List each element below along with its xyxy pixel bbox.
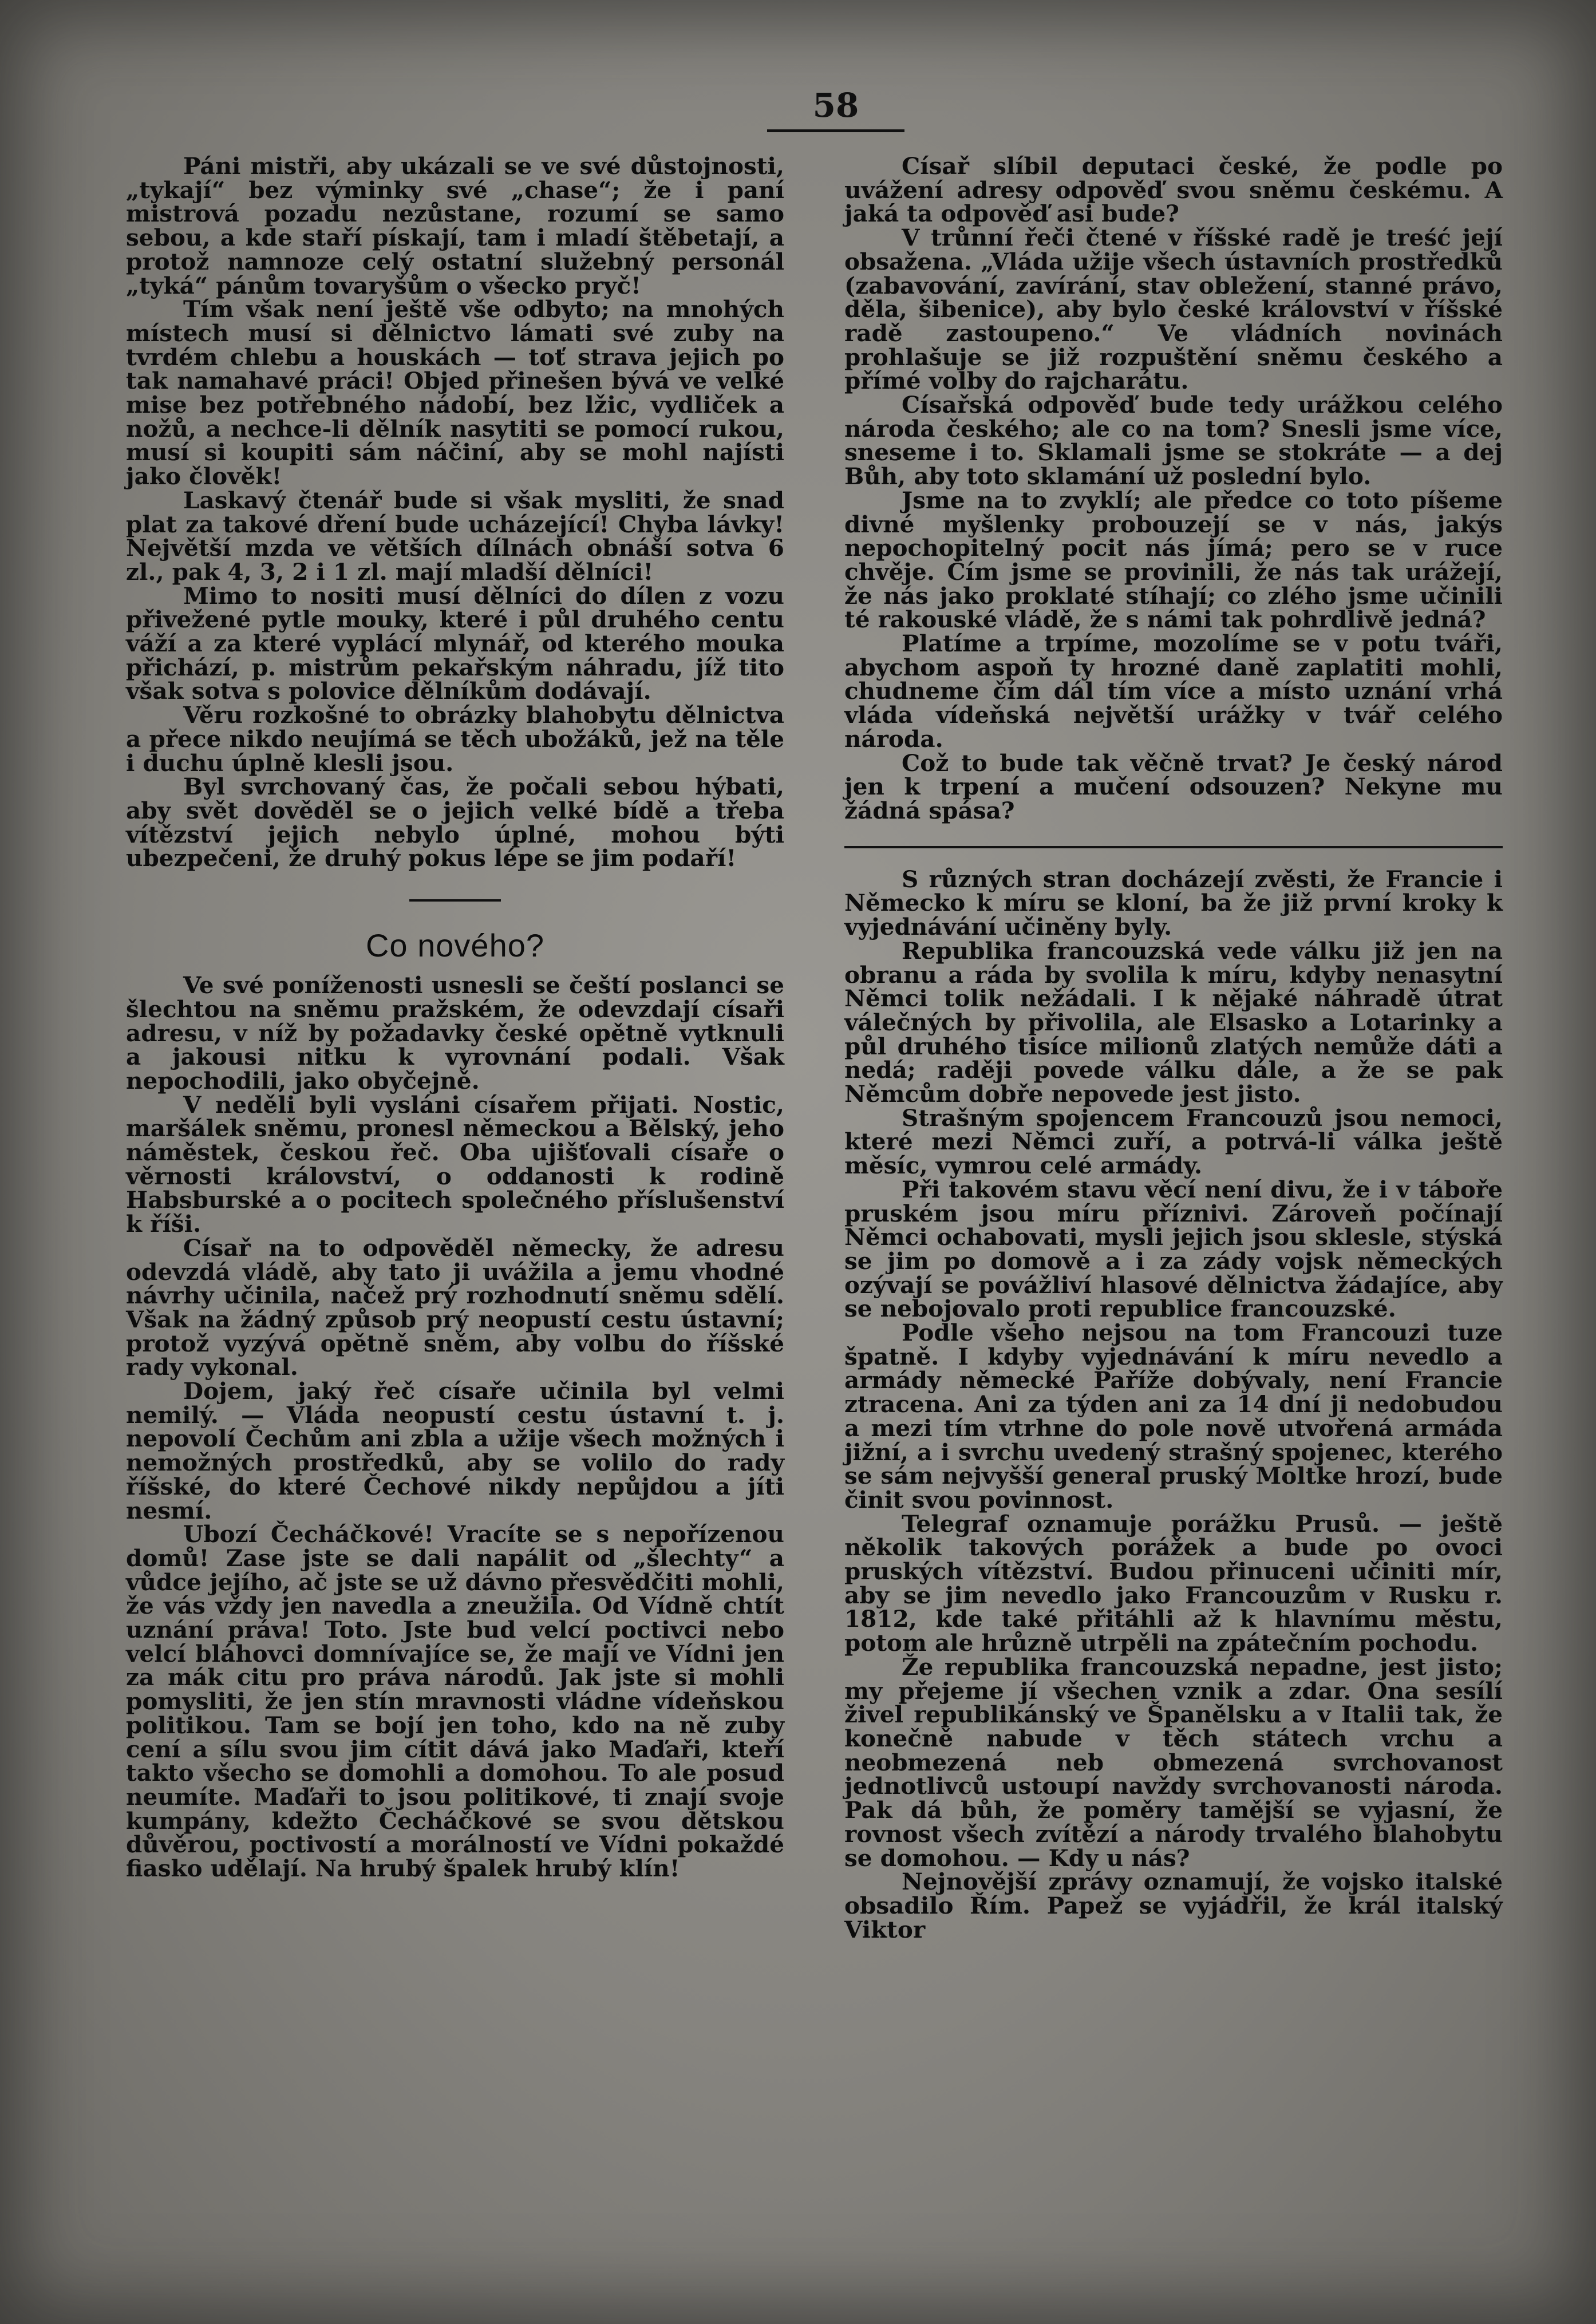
article-paragraph: Byl svrchovaný čas, že počali sebou hýbati, aby svět dověděl se o jejich velké bídě a třeba vítězství jejich nebylo úplné, mohou býti ubezpečeni, že druhý pokus lépe se jim podaří! [126,773,784,872]
right-article-adresa [844,152,1503,824]
article-paragraph: Páni mistři, aby ukázali se ve své důstojnosti, „tykají“ bez výminky své „chase“; že i paní mistrová pozadu nezůstane, rozumí se samo sebou, a kde staří pískají, tam i mladí štěbetají, a protož namnoze celý ostatní služebný personál „tyká“ pánům tovaryšům o všecko pryč! [126,152,784,299]
article-paragraph: Dojem, jaký řeč císaře učinila byl velmi nemilý. — Vláda neopustí cestu ústavní t. j. nepovolí Čechům ani zbla a užije všech možných i nemožných prostředků, aby se volilo do rady říšské, do které Čechové nikdy nepůjdou a jíti nesmí. [126,1377,784,1524]
article-paragraph: Věru rozkošné to obrázky blahobytu dělnictva a přece nikdo neujímá se těch ubožáků, jež na těle i duchu úplně klesli jsou. [126,701,784,777]
article-paragraph: Tím však není ještě vše odbyto; na mnohých místech musí si dělnictvo lámati své zuby na tvrdém chlebu a houskách — toť strava jejich po tak namahavé práci! Objed přinešen bývá ve velké mise bez potřebného nádobí, bez lžic, vydliček a nožů, a nechce-li dělník nasytiti se pomocí rukou, musí si koupiti sám náčiní, aby se mohl najísti jako člověk! [126,295,784,491]
article-paragraph: Což to bude tak věčně trvat? Je český národ jen k trpení a mučení odsouzen? Nekyne mu žádná spása? [844,749,1503,824]
article-paragraph: Platíme a trpíme, mozolíme se v potu tváři, abychom aspoň ty hrozné daně zaplatiti mohli, chudneme čím dál tím více a místo uznání vrhá vláda vídeňská největší urážky v tvář celého národa. [844,630,1503,753]
article-paragraph: Strašným spojencem Francouzů jsou nemoci, které mezi Němci zuří, a potrvá-li válka ještě měsíc, vymrou celé armády. [844,1104,1503,1180]
page-number: 58 [767,86,904,132]
section-divider [844,846,1503,848]
right-article-francie [844,865,1503,1943]
left-article-news [126,971,784,1883]
left-column [126,152,784,1883]
article-paragraph: Laskavý čtenář bude si však mysliti, že snad plat za takové dření bude ucházející! Chyba lávky! Největší mzda ve větších dílnách obnáší sotva 6 zl., pak 4, 3, 2 i 1 zl. mají mladší dělníci! [126,486,784,586]
article-paragraph: Telegraf oznamuje porážku Prusů. — ještě několik takových porážek a bude po ovoci pruských vítězství. Budou přinuceni učiniti mír, aby se jim nevedlo jako Francouzům v Rusku r. 1812, kde také přitáhli až k hlavnímu městu, potom ale hrůzně utrpěli na zpátečním pochodu. [844,1509,1503,1657]
article-paragraph: Jsme na to zvyklí; ale předce co toto píšeme divné myšlenky probouzejí se v nás, jakýs nepochopitelný pocit nás jímá; pero se v ruce chvěje. Čím jsme se provinili, že nás tak urážejí, že nás jako proklaté stíhají; co zlého jsme učinili té rakouské vládě, že s námi tak pohrdlivě jedná? [844,486,1503,634]
article-paragraph: Podle všeho nejsou na tom Francouzi tuze špatně. I kdyby vyjednávání k míru nevedlo a armády německé Paříže dobývaly, není Francie ztracena. Ani za týden ani za 14 dní ji nedobudou a mezi tím vtrhne do pole nově utvořená armáda jižní, a i svrchu uvedený strašný spojenec, kterého se sám nejvyšší general pruský Moltke hrozí, bude činit svou povinnost. [844,1319,1503,1513]
article-paragraph: Při takovém stavu věcí není divu, že i v táboře pruském jsou míru příznivi. Zároveň počínají Němci ochabovati, mysli jejich jsou sklesle, stýská se jim po domově a i za zády vojsk německých ozývají se povážliví hlasové dělnictva žádajíce, aby se nebojovalo proti republice francouzské. [844,1175,1503,1323]
article-paragraph: Císařská odpověď bude tedy urážkou celého národa českého; ale co na tom? Snesli jsme více, sneseme i to. Sklamali jsme se stokráte — a dej Bůh, aby toto sklamání už poslední bylo. [844,391,1503,491]
left-article-pekari [126,152,784,872]
right-column [844,152,1503,1943]
section-divider [409,899,501,902]
article-paragraph: Republika francouzská vede válku již jen na obranu a ráda by svolila k míru, kdyby nenasytní Němci tolik nežádali. I k nějaké náhradě útrat válečných by přivolila, ale Elsasko a Lotarinky a půl druhého tisíce milionů zlatých nemůže dáti a nedá; raději povede válku dále, a že se pak Němcům dobře nepovede jest jisto. [844,936,1503,1108]
article-paragraph: Nejnovější zprávy oznamují, že vojsko italské obsadilo Řím. Papež se vyjádřil, že král italský Viktor [844,1868,1503,1943]
article-paragraph: Mimo to nositi musí dělníci do dílen z vozu přivežené pytle mouky, které i půl druhého centu váží a za které vyplácí mlynář, od kterého mouka přichází, p. mistrům pekařským náhradu, jíž tito však sotva s polovice dělníkům dodávají. [126,582,784,705]
article-paragraph: Císař slíbil deputaci české, že podle po uvážení adresy odpověď svou sněmu českému. A jaká ta odpověď asi bude? [844,152,1503,228]
article-paragraph: Ubozí Čecháčkové! Vracíte se s nepořízenou domů! Zase jste se dali napálit od „šlechty“ a vůdce jejího, ač jste se už dávno přesvědčiti mohli, že vás vždy jen navedla a zneužila. Od Vídně chtít uznání práva! Toto. Jste bud velcí poctivci nebo velcí bláhovci domnívajíce se, že mají ve Vídni jen za mák citu pro práva národů. Jak jste si mohli pomysliti, že jen stín mravnosti vládne vídeňskou politikou. Tam se bojí jen toho, kdo na ně zuby cení a sílu svou jim cítit dává jako Maďaři, kteří takto všecho se domohli a domohou. To ale posud neumíte. Maďaři to jsou politikové, ti znají svoje kumpány, kdežto Čecháčkové se svou dětskou důvěrou, poctivostí a morálností ve Vídni pokaždé fiasko udělají. Na hrubý špalek hrubý klín! [126,1520,784,1883]
article-paragraph: Císař na to odpověděl německy, že adresu odevzdá vládě, aby tato ji uvážila a jemu vhodné návrhy učinila, načež prý rozhodnutí sněmu sdělí. Však na žádný způsob prý neopustí cestu ústavní; protož vyzývá opětně sněm, aby volbu do říšské rady vykonal. [126,1234,784,1381]
article-paragraph: V neděli byli vysláni císařem přijati. Nostic, maršálek sněmu, pronesl německou a Bělský, jeho náměstek, českou řeč. Oba ujišťovali císaře o věrnosti království, o oddanosti k rodině Habsburské a o pocitech společného příslušenství k říši. [126,1090,784,1238]
article-paragraph: Ve své poníženosti usnesli se čeští poslanci se šlechtou na sněmu pražském, že odevzdají císaři adresu, v níž by požadavky české opětně vytknuli a jakousi nitku k vyrovnání podali. Však nepochodili, jako obyčejně. [126,971,784,1094]
article-paragraph: Že republika francouzská nepadne, jest jisto; my přejeme jí všechen vznik a zdar. Ona sesílí živel republikánský ve Španělsku a v Italii tak, že konečně nabude v těch státech vrchu a neobmezená neb obmezená svrchovanost jednotlivců ustoupí navždy svrchovanosti národa. Pak dá bůh, že poměry tamější se vyjasní, že rovnost všech zvítězí a národy trvalého blahobytu se domohou. — Kdy u nás? [844,1653,1503,1872]
article-paragraph: V trůnní řeči čtené v říšské radě je treść její obsažena. „Vláda užije všech ústavních prostředků (zabavování, zavírání, stav obležení, stanné právo, děla, šibenice), aby bylo české království v říšské radě zastoupeno.“ Ve vládních novinách prohlašuje se již rozpuštění sněmu českého a přímé volby do rajcharátu. [844,224,1503,395]
article-paragraph: S různých stran docházejí zvěsti, že Francie i Německo k míru se kloní, ba že již první kroky k vyjednávání učiněny byly. [844,865,1503,941]
section-heading: Co nového? [365,927,544,964]
